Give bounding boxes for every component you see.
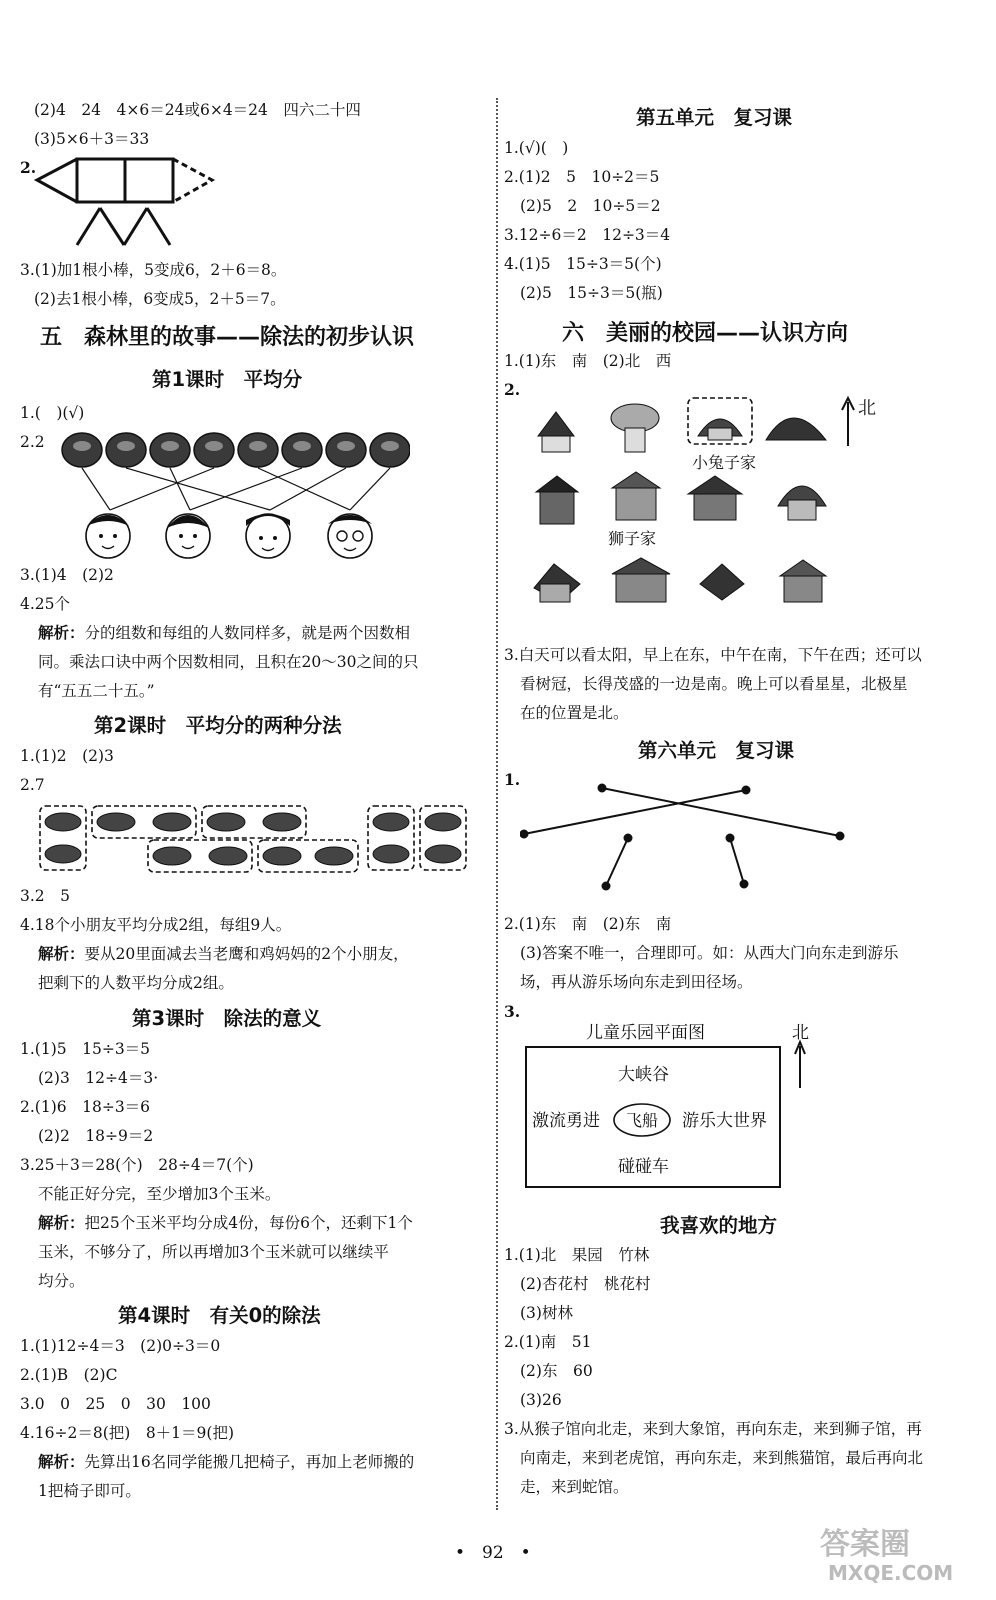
page-number: • 92 • (455, 1543, 531, 1563)
answer-line: 4.25个 (20, 595, 71, 613)
house-row-3 (534, 558, 826, 602)
answer-line: (2)4 24 4×6＝24或6×4＝24 四六二十四 (34, 101, 361, 119)
question-number: 1. (504, 770, 521, 789)
answer-line: 2.(1)B (2)C (20, 1366, 118, 1384)
explanation (38, 944, 409, 964)
watermark-top: 答案圈 (820, 1527, 910, 1562)
answer-line: 1.(1)12÷4＝3 (2)0÷3＝0 (20, 1337, 221, 1355)
bread-grouping-diagram (36, 800, 472, 880)
answer-line: 在的位置是北。 (520, 704, 629, 722)
answer-line: 2.(1)东 南 (2)东 南 (504, 915, 672, 933)
answer-line: 1.(1)北 果园 竹林 (504, 1246, 650, 1264)
answer-line: 1.( )(√) (20, 404, 85, 422)
explanation (38, 1452, 414, 1472)
explanation-text: 有“五五二十五。” (38, 682, 155, 700)
stick-figure-diagram (32, 150, 222, 250)
explanation (38, 623, 410, 643)
lion-house-label: 狮子家 (608, 529, 657, 548)
answer-line: (2)3 12÷4＝3· (38, 1069, 159, 1087)
explanation (38, 1213, 413, 1233)
explanation-text: 均分。 (38, 1272, 85, 1290)
answer-line: (2)东 60 (520, 1362, 593, 1380)
question-number: 3. (504, 1002, 521, 1021)
park-area-left: 激流勇进 (532, 1111, 600, 1131)
review-title: 第六单元 复习课 (638, 739, 795, 762)
house-row-2 (536, 472, 826, 524)
park-area-center: 飞船 (626, 1111, 659, 1130)
answer-line: 3.12÷6＝2 12÷3＝4 (504, 226, 671, 244)
answer-line: (3)答案不唯一，合理即可。如：从西大门向东走到游乐 (520, 944, 899, 962)
explanation-label: 解析： (38, 944, 85, 963)
question-number: 2. (504, 380, 521, 399)
answer-line: 1.(1)5 15÷3＝5 (20, 1040, 151, 1058)
lesson-title: 第3课时 除法的意义 (132, 1007, 322, 1030)
answer-line: (2)去1根小棒，6变成5，2＋5＝7。 (34, 290, 286, 308)
answer-line: 2.7 (20, 776, 45, 794)
rabbit-house-label: 小兔子家 (692, 453, 757, 472)
answer-line: (3)5×6＋3＝33 (34, 130, 150, 148)
lesson-title: 第2课时 平均分的两种分法 (94, 714, 342, 737)
answer-line: 4.18个小朋友平均分成2组，每组9人。 (20, 916, 292, 934)
answer-line: 3.2 5 (20, 887, 71, 905)
explanation-text: 1把椅子即可。 (38, 1482, 141, 1500)
explanation-label: 解析： (38, 1213, 85, 1232)
explanation-text: 玉米，不够分了，所以再增加3个玉米就可以继续平 (38, 1243, 389, 1261)
plates-to-children-diagram (60, 428, 410, 568)
answer-line: 3.(1)4 (2)2 (20, 566, 114, 584)
answer-line: 向南走，来到老虎馆，再向东走，来到熊猫馆，最后再向北 (520, 1449, 924, 1467)
review-title: 第五单元 复习课 (636, 106, 793, 129)
section-title: 我喜欢的地方 (660, 1214, 778, 1237)
answer-line: 1.(1)2 (2)3 (20, 747, 114, 765)
answer-line: (3)树林 (520, 1304, 573, 1322)
answer-line: 3.从猴子馆向北走，来到大象馆，再向东走，来到狮子馆，再 (504, 1420, 922, 1438)
answer-line: 3.白天可以看太阳，早上在东，中午在南，下午在西；还可以 (504, 646, 922, 664)
park-area-right: 游乐大世界 (682, 1111, 767, 1131)
lesson-title: 第1课时 平均分 (152, 368, 303, 391)
line-matching-diagram (520, 780, 850, 900)
explanation-text: 同。乘法口诀中两个因数相同，且积在20～30之间的只 (38, 653, 419, 671)
answer-line: 3.(1)加1根小棒，5变成6，2＋6＝8。 (20, 261, 287, 279)
answer-line: 2.2 (20, 433, 45, 451)
answer-line: (2)5 2 10÷5＝2 (520, 197, 661, 215)
answer-line: (2)杏花村 桃花村 (520, 1275, 651, 1293)
answer-line: 场，再从游乐场向东走到田径场。 (520, 973, 753, 991)
north-label: 北 (792, 1023, 809, 1043)
houses-map-diagram (530, 388, 890, 620)
park-map-title: 儿童乐园平面图 (586, 1023, 705, 1043)
explanation-text: 先算出16名同学能搬几把椅子，再加上老师搬的 (84, 1453, 415, 1471)
column-divider (496, 98, 498, 1510)
park-area-bottom: 碰碰车 (618, 1157, 669, 1177)
answer-line: 2.(1)6 18÷3＝6 (20, 1098, 151, 1116)
answer-line: 不能正好分完，至少增加3个玉米。 (38, 1185, 281, 1203)
answer-line: 4.(1)5 15÷3＝5(个) (504, 255, 662, 273)
unit-title: 五 森林里的故事——除法的初步认识 (40, 325, 415, 350)
explanation-label: 解析： (38, 1452, 85, 1471)
lesson-title: 第4课时 有关0的除法 (118, 1304, 321, 1327)
answer-line: 3.0 0 25 0 30 100 (20, 1395, 211, 1413)
answer-line: 2.(1)2 5 10÷2＝5 (504, 168, 660, 186)
north-label: 北 (858, 398, 876, 419)
answer-line: 看树冠，长得茂盛的一边是南。晚上可以看星星，北极星 (520, 675, 908, 693)
watermark-bottom: MXQE.COM (828, 1561, 954, 1585)
answer-line: 走，来到蛇馆。 (520, 1478, 629, 1496)
explanation-text: 把剩下的人数平均分成2组。 (38, 974, 234, 992)
answer-line: 4.16÷2＝8(把) 8＋1＝9(把) (20, 1424, 234, 1442)
explanation-label: 解析： (38, 623, 85, 642)
answer-line: 1.(√)( ) (504, 139, 569, 157)
answer-line: (2)5 15÷3＝5(瓶) (520, 284, 663, 302)
explanation-text: 把25个玉米平均分成4份，每份6个，还剩下1个 (84, 1214, 413, 1232)
park-area-top: 大峡谷 (618, 1065, 669, 1085)
park-map-diagram (520, 1012, 840, 1202)
answer-line: 3.25＋3＝28(个) 28÷4＝7(个) (20, 1156, 254, 1174)
answer-line: 1.(1)东 南 (2)北 西 (504, 352, 672, 370)
explanation-text: 分的组数和每组的人数同样多，就是两个因数相 (84, 624, 411, 642)
watermark-logo (814, 1520, 974, 1586)
question-number: 2. (20, 158, 37, 177)
answer-line: (3)26 (520, 1391, 562, 1409)
house-row-1 (538, 398, 826, 452)
unit-title: 六 美丽的校园——认识方向 (562, 321, 849, 346)
answer-line: (2)2 18÷9＝2 (38, 1127, 154, 1145)
answer-line: 2.(1)南 51 (504, 1333, 592, 1351)
explanation-text: 要从20里面减去当老鹰和鸡妈妈的2个小朋友， (84, 945, 409, 963)
